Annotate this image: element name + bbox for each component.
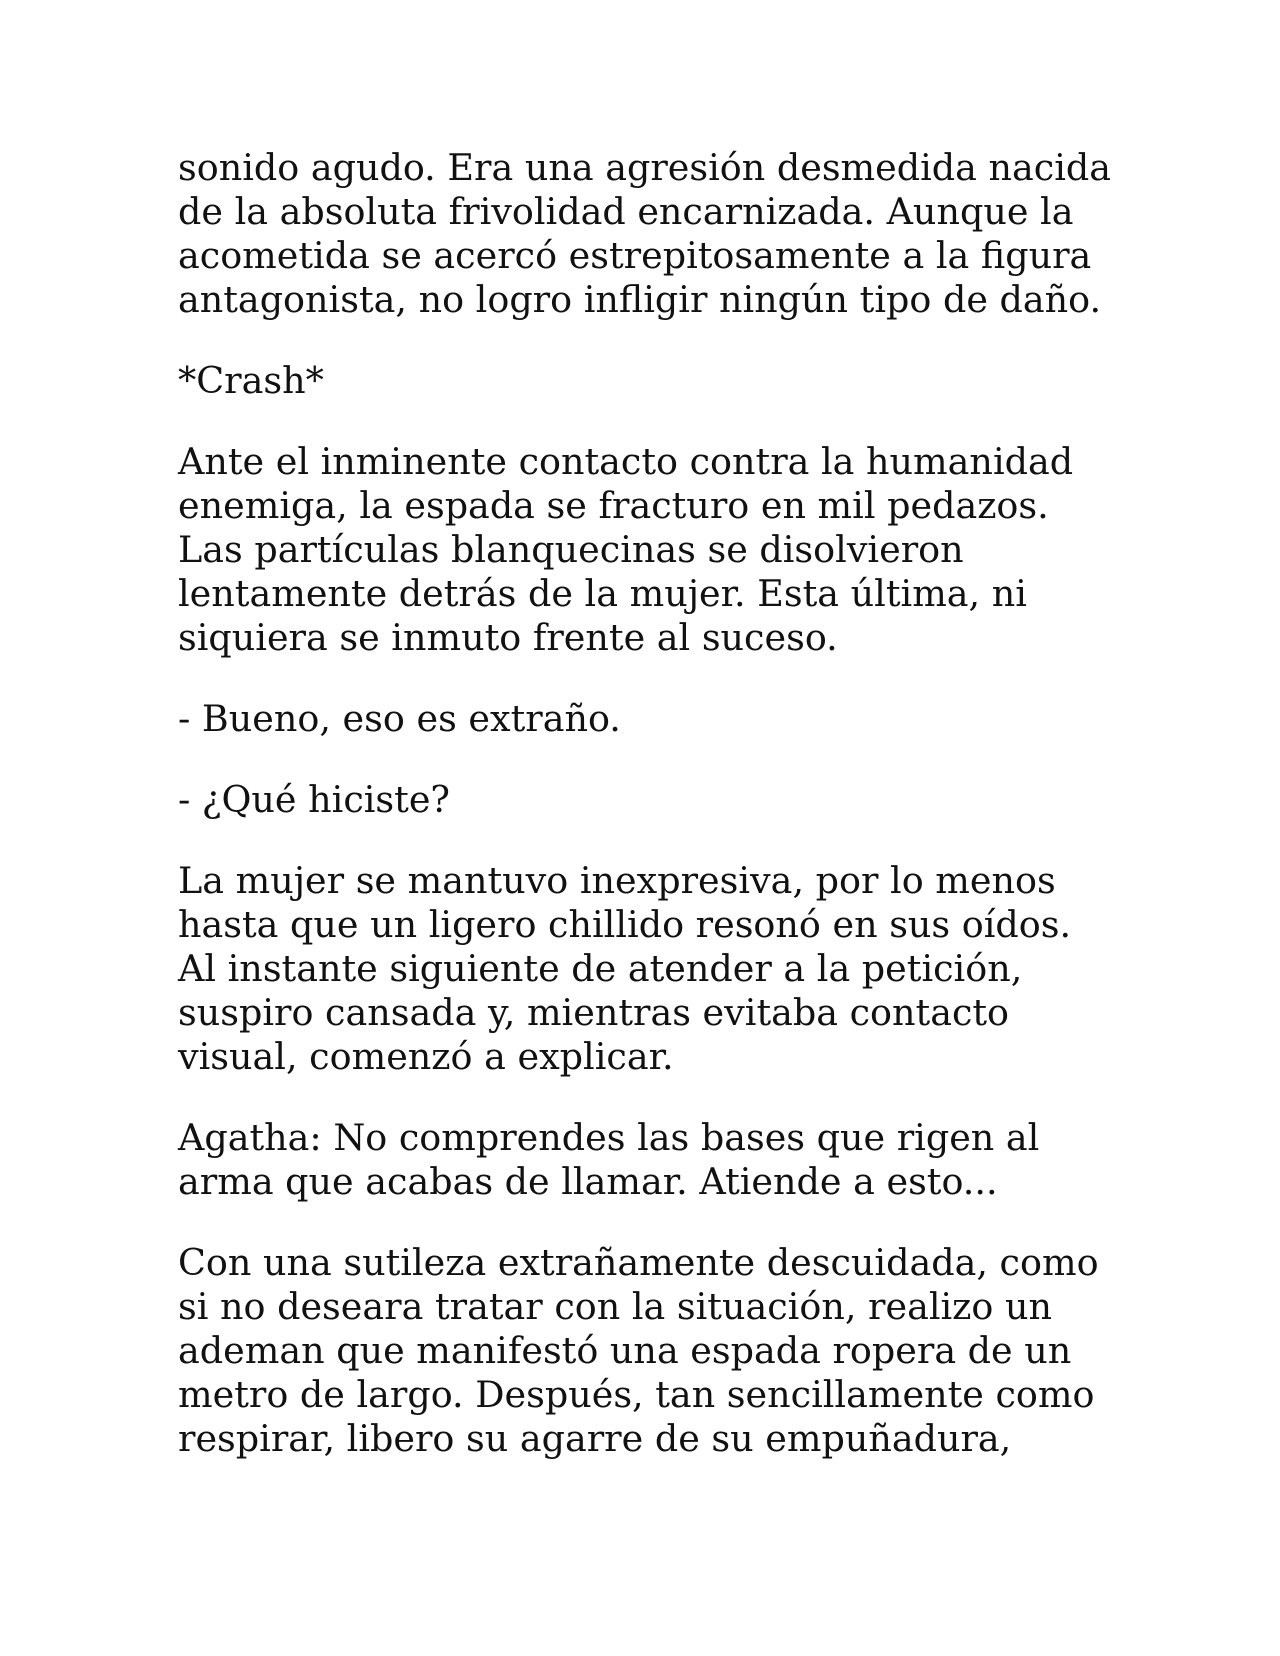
text-line: antagonista, no logro infligir ningún tipo de daño.: [178, 278, 1102, 321]
text-line: ademan que manifestó una espada ropera de un: [178, 1329, 1072, 1372]
text-line: hasta que un ligero chillido resonó en sus oídos.: [178, 903, 1072, 946]
text-line: acometida se acercó estrepitosamente a la figura: [178, 234, 1092, 277]
dialogue-agatha: [178, 1116, 1138, 1204]
dialogue-line-2: [178, 778, 1138, 822]
text-line: lentamente detrás de la mujer. Esta última, ni: [178, 572, 1027, 615]
paragraph-1: [178, 146, 1138, 322]
text-line: Las partículas blanquecinas se disolvieron: [178, 528, 964, 571]
document-page: [178, 146, 1138, 1498]
text-line: si no deseara tratar con la situación, realizo un: [178, 1285, 1053, 1328]
text-line: Agatha: No comprendes las bases que rigen al: [178, 1116, 1040, 1159]
paragraph-sound-effect: [178, 359, 1138, 403]
text-line: Ante el inminente contacto contra la humanidad: [178, 440, 1074, 483]
text-line: - Bueno, eso es extraño.: [178, 697, 621, 740]
text-line: suspiro cansada y, mientras evitaba contacto: [178, 991, 1010, 1034]
dialogue-line-1: [178, 697, 1138, 741]
paragraph-8: [178, 1241, 1138, 1461]
text-line: *Crash*: [178, 359, 324, 402]
paragraph-6: [178, 859, 1138, 1079]
text-line: siquiera se inmuto frente al suceso.: [178, 616, 838, 659]
text-line: visual, comenzó a explicar.: [178, 1035, 674, 1078]
text-line: enemiga, la espada se fracturo en mil pedazos.: [178, 484, 1049, 527]
text-line: metro de largo. Después, tan sencillamente como: [178, 1373, 1095, 1416]
text-line: Al instante siguiente de atender a la petición,: [178, 947, 1023, 990]
text-line: La mujer se mantuvo inexpresiva, por lo menos: [178, 859, 1056, 902]
text-line: de la absoluta frivolidad encarnizada. Aunque la: [178, 190, 1074, 233]
paragraph-3: [178, 440, 1138, 660]
text-line: arma que acabas de llamar. Atiende a esto...: [178, 1160, 998, 1203]
text-line: sonido agudo. Era una agresión desmedida nacida: [178, 146, 1112, 189]
text-line: respirar, libero su agarre de su empuñadura,: [178, 1417, 1012, 1460]
text-line: Con una sutileza extrañamente descuidada, como: [178, 1241, 1099, 1284]
text-line: - ¿Qué hiciste?: [178, 778, 451, 821]
